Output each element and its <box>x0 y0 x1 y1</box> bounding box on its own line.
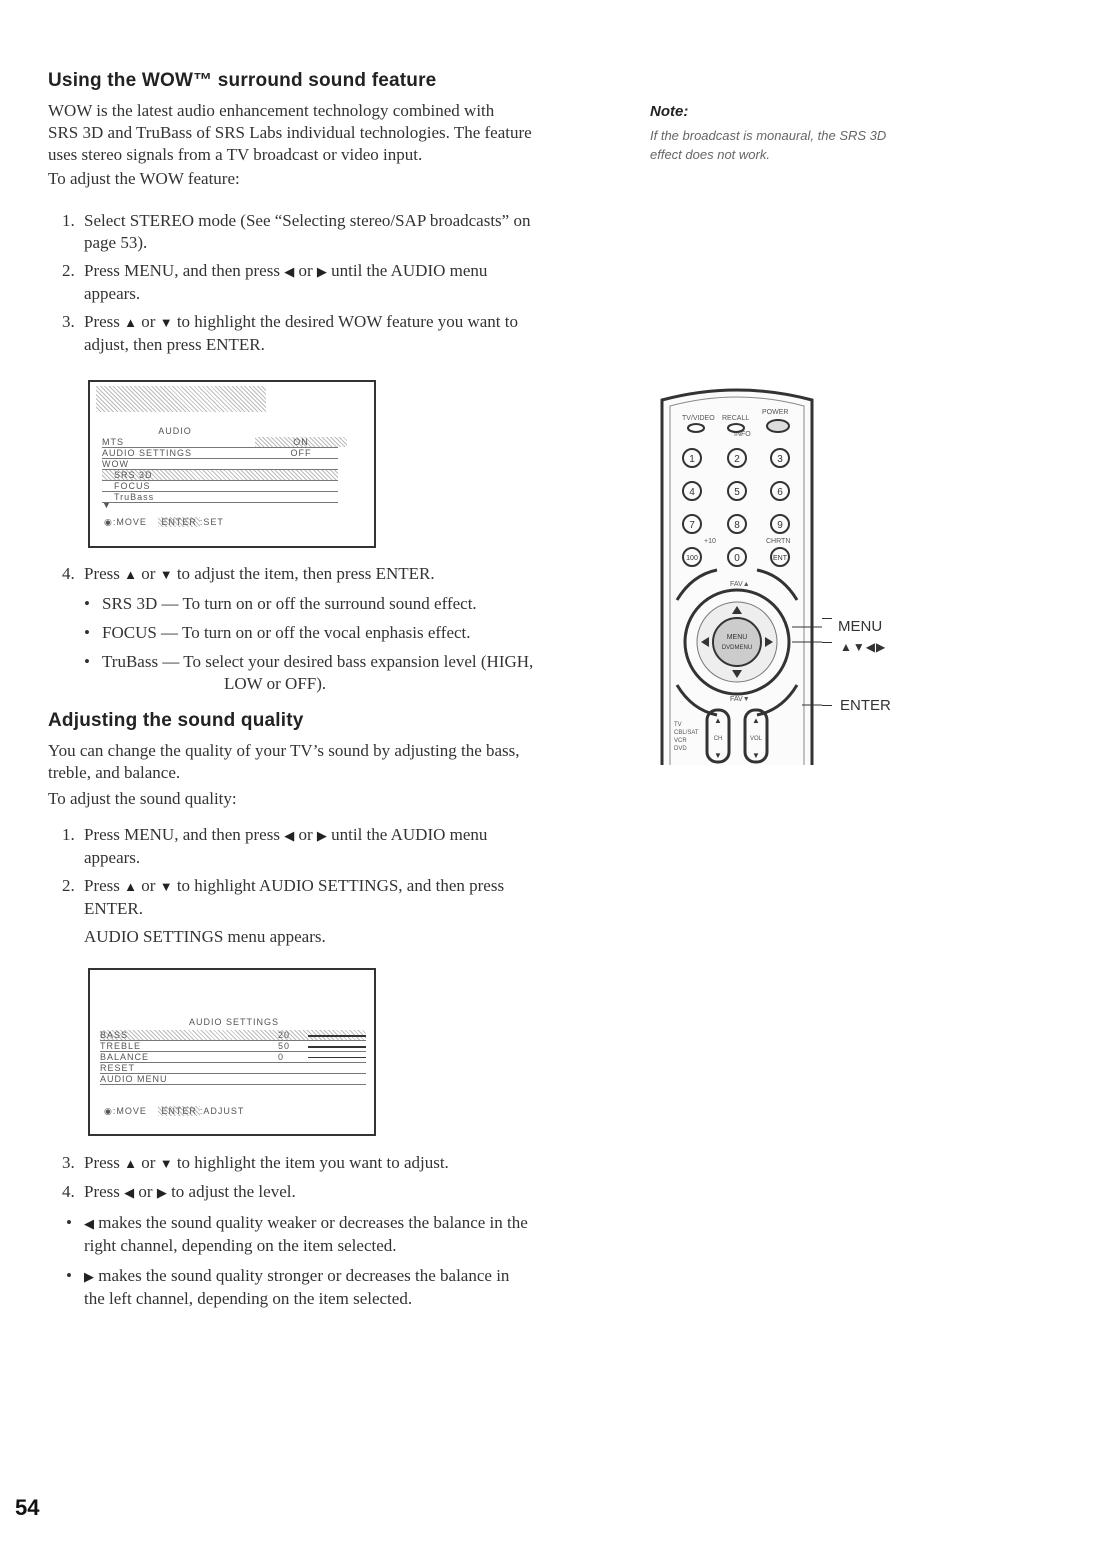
settings-row-bass: BASS 20 <box>100 1030 366 1041</box>
intro-line: uses stereo signals from a TV broadcast or video input. <box>48 145 423 164</box>
arrows-callout-label: ▲▼◀▶ <box>840 640 887 654</box>
balance-slider <box>308 1057 366 1062</box>
fav-down-label: FAV▼ <box>730 696 750 703</box>
sound-intro <box>48 740 628 810</box>
power-label: POWER <box>762 409 789 416</box>
intro-line: treble, and balance. <box>48 763 181 782</box>
svg-text:CBL/SAT: CBL/SAT <box>674 730 699 736</box>
svg-text:100: 100 <box>686 555 698 562</box>
svg-text:DVD: DVD <box>674 746 687 752</box>
svg-text:9: 9 <box>777 520 783 531</box>
move-icon: ◉ <box>104 517 113 527</box>
menu-callout-label: MENU <box>838 618 883 635</box>
move-icon: ◉ <box>104 1106 113 1116</box>
svg-text:VCR: VCR <box>674 738 687 744</box>
tvvideo-label: TV/VIDEO <box>682 415 715 422</box>
sound-steps-continued <box>62 1152 652 1310</box>
right-arrow-icon: ▶ <box>156 1185 167 1200</box>
intro-line: WOW is the latest audio enhancement technology combined with <box>48 101 495 120</box>
svg-text:4: 4 <box>689 487 695 498</box>
fav-up-label: FAV▲ <box>730 581 750 588</box>
value-off: OFF <box>290 448 312 458</box>
page-number: 54 <box>15 1495 40 1520</box>
svg-text:CH: CH <box>713 736 723 742</box>
svg-text:3: 3 <box>777 454 783 465</box>
svg-text:MENU: MENU <box>726 634 748 641</box>
step-4-block <box>62 563 652 695</box>
settings-list <box>100 1030 366 1085</box>
menu-item-selected: SRS 3D <box>102 470 338 481</box>
right-arrow-icon: ▶ <box>84 1269 94 1284</box>
svg-text:▼: ▼ <box>714 751 722 760</box>
settings-row-reset: RESET <box>100 1063 366 1074</box>
settings-row-balance: BALANCE 0 <box>100 1052 366 1063</box>
enter-callout-label: ENTER <box>840 697 891 714</box>
bullet-focus: • FOCUS — To turn on or off the vocal enphasis effect. <box>84 623 471 642</box>
svg-text:1: 1 <box>689 454 695 465</box>
screen-title: AUDIO <box>158 426 192 436</box>
step-4: 4. Press ▲ or ▼ to adjust the item, then press ENTER. <box>62 563 652 586</box>
menu-item: AUDIO SETTINGS <box>102 448 338 459</box>
screen-footer: ◉:MOVE ENTER :SET <box>104 517 224 527</box>
intro-line: You can change the quality of your TV’s sound by adjusting the bass, <box>48 741 520 760</box>
sound-steps <box>62 824 642 948</box>
settings-row-audio-menu: AUDIO MENU <box>100 1074 366 1085</box>
down-arrow-icon: ▼ <box>159 315 173 330</box>
plus10-label: +10 <box>704 538 716 545</box>
menu-item: TruBass <box>102 492 338 503</box>
svg-text:TV: TV <box>674 722 682 728</box>
menu-icons-bar <box>96 386 266 412</box>
power-button <box>767 420 789 432</box>
svg-text:2: 2 <box>734 454 740 465</box>
svg-text:7: 7 <box>689 520 695 531</box>
bass-slider <box>308 1035 366 1040</box>
svg-text:DVDMENU: DVDMENU <box>721 645 753 651</box>
svg-text:▲: ▲ <box>714 716 722 725</box>
settings-row-treble: TREBLE 50 <box>100 1041 366 1052</box>
left-arrow-icon: ◀ <box>284 828 295 843</box>
step-1: 1. Select STEREO mode (See “Selecting stereo/SAP broadcasts” on page 53). <box>62 211 531 252</box>
svg-text:▼: ▼ <box>752 751 760 760</box>
screen-footer: ◉:MOVE ENTER :ADJUST <box>104 1106 245 1116</box>
up-arrow-icon: ▲ <box>124 315 138 330</box>
sound-lead: To adjust the sound quality: <box>48 789 237 808</box>
left-arrow-icon: ◀ <box>284 264 295 279</box>
svg-text:▲: ▲ <box>752 716 760 725</box>
chrtn-label: CHRTN <box>766 538 791 545</box>
right-arrow-icon: ▶ <box>316 828 327 843</box>
up-arrow-icon: ▲ <box>124 879 138 894</box>
svg-text:0: 0 <box>734 553 740 564</box>
step-3: 3. Press ▲ or ▼ to highlight the desired WOW feature you want to adjust, then press ENTER. <box>62 312 519 354</box>
svg-text:ENT: ENT <box>773 555 787 562</box>
right-arrow-icon: ▶ <box>316 264 327 279</box>
step-3: 3. Press ▲ or ▼ to highlight the item you want to adjust. <box>62 1152 652 1175</box>
section-title-wow: Using the WOW™ surround sound feature <box>48 70 437 91</box>
step-4: 4. Press ◀ or ▶ to adjust the level. <box>62 1181 652 1204</box>
down-arrow-icon: ▼ <box>159 879 173 894</box>
left-arrow-icon: ◀ <box>124 1185 135 1200</box>
svg-text:5: 5 <box>734 487 740 498</box>
remote-illustration <box>652 380 822 765</box>
treble-slider <box>308 1046 366 1051</box>
audio-menu-screen <box>88 380 376 548</box>
menu-item: FOCUS <box>102 481 338 492</box>
step-1: 1. Press MENU, and then press ◀ or ▶ until the AUDIO menu appears. <box>62 825 488 867</box>
svg-text:6: 6 <box>777 487 783 498</box>
down-arrow-icon: ▼ <box>159 1156 173 1171</box>
menu-item: MTS <box>102 437 338 448</box>
down-arrow-icon: ▼ <box>159 567 173 582</box>
section-title-sound-quality: Adjusting the sound quality <box>48 710 304 731</box>
note-text: If the broadcast is monaural, the SRS 3D effect does not work. <box>650 128 887 162</box>
menu-enter-button <box>713 618 761 666</box>
wow-intro <box>48 100 628 190</box>
bullet-right: • ▶ makes the sound quality stronger or decreases the balance in the left channel, depending on the item selected. <box>66 1266 510 1308</box>
audio-settings-screen <box>88 968 376 1136</box>
bullet-trubass: • TruBass — To select your desired bass expansion level (HIGH, LOW or OFF). <box>84 652 534 693</box>
menu-item: WOW <box>102 459 338 470</box>
svg-text:VOL: VOL <box>749 736 763 742</box>
down-caret: ▼ <box>102 500 112 510</box>
intro-line: SRS 3D and TruBass of SRS Labs individual technologies. The feature <box>48 123 532 142</box>
bullet-srs3d: • SRS 3D — To turn on or off the surround sound effect. <box>84 594 477 613</box>
step-2: 2. Press MENU, and then press ◀ or ▶ until the AUDIO menu appears. <box>62 261 488 303</box>
bullet-left: • ◀ makes the sound quality weaker or decreases the balance in the right channel, depending on the item selected. <box>66 1213 528 1255</box>
note-title: Note: <box>650 103 689 120</box>
svg-text:8: 8 <box>734 520 740 531</box>
info-label: INFO <box>734 431 751 438</box>
wow-lead: To adjust the WOW feature: <box>48 169 240 188</box>
recall-label: RECALL <box>722 415 750 422</box>
value-on: ON <box>255 437 347 447</box>
up-arrow-icon: ▲ <box>124 567 138 582</box>
step-2: 2. Press ▲ or ▼ to highlight AUDIO SETTINGS, and then press ENTER. AUDIO SETTINGS menu appears. <box>62 876 505 946</box>
left-arrow-icon: ◀ <box>84 1216 94 1231</box>
up-arrow-icon: ▲ <box>124 1156 138 1171</box>
wow-steps <box>62 210 642 356</box>
screen-title: AUDIO SETTINGS <box>188 1017 279 1027</box>
